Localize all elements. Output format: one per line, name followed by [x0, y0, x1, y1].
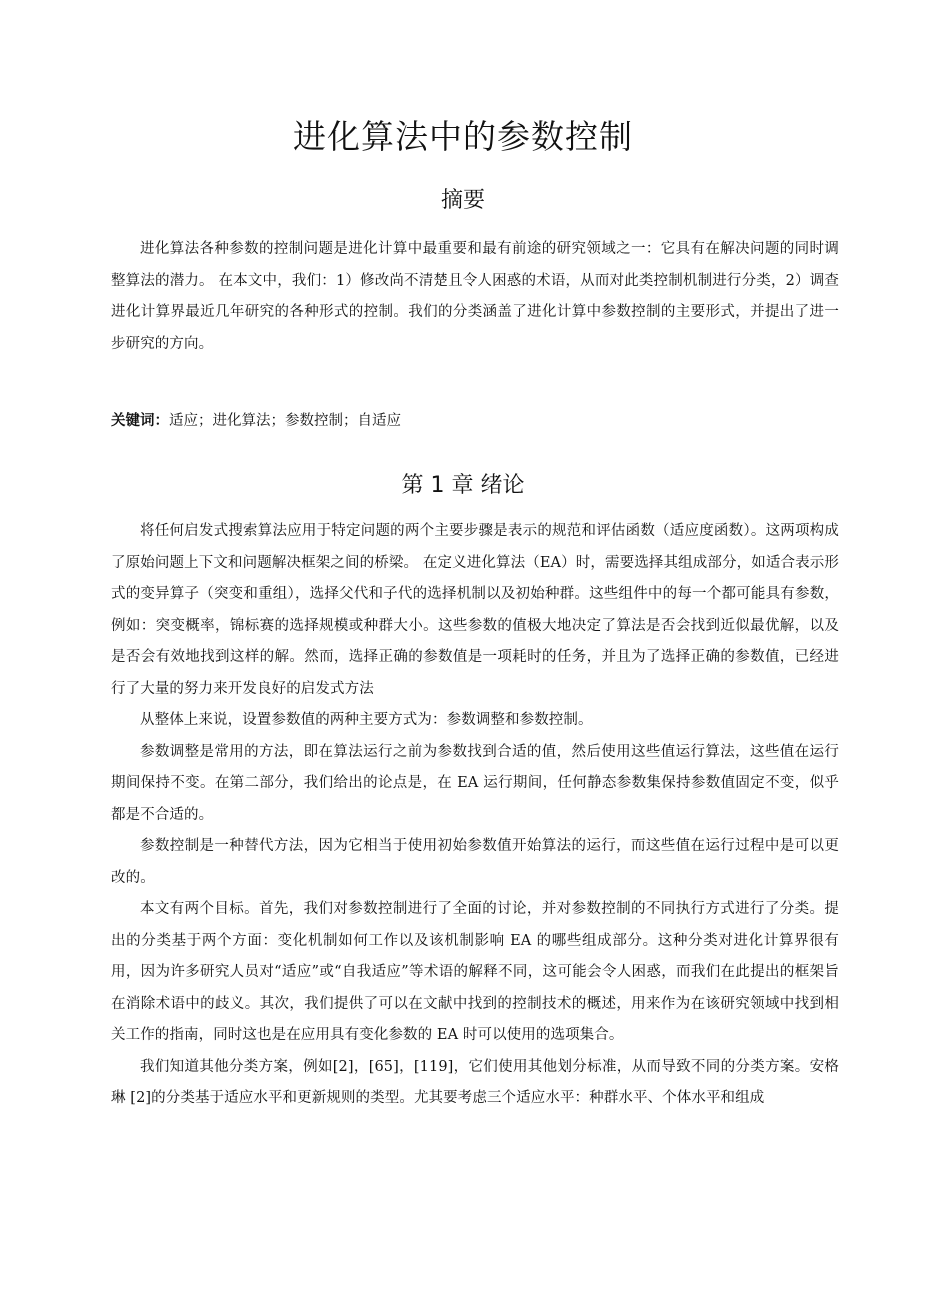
- body-paragraph: 参数控制是一种替代方法，因为它相当于使用初始参数值开始算法的运行，而这些值在运行过程中是可以更改的。: [111, 838, 839, 886]
- body-paragraph: 从整体上来说，设置参数值的两种主要方式为：参数调整和参数控制。: [140, 712, 593, 728]
- chapter-heading: 第 1 章 绪论: [401, 473, 525, 498]
- body-paragraph: 我们知道其他分类方案，例如[2]，[65]，[119]，它们使用其他划分标准，从而导致不同的分类方案。安格琳 [2]的分类基于适应水平和更新规则的类型。尤其要考虑三个适应水平：种群水平、个体水平和组成: [111, 1058, 839, 1106]
- body-paragraph: 本文有两个目标。首先，我们对参数控制进行了全面的讨论，并对参数控制的不同执行方式进行了分类。提出的分类基于两个方面：变化机制如何工作以及该机制影响 EA 的哪些组成部分。这种分类对进化计算界很有用，因为许多研究人员对“适应”或“自我适应”等术语的解释不同，这可能会令人困惑，而我们在此提出的框架旨在消除术语中的歧义。其次，我们提供了可以在文献中找到的控制技术的概述，用来作为在该研究领域中找到相关工作的指南，同时这也是在应用具有变化参数的 EA 时可以使用的选项集合。: [111, 901, 839, 1043]
- abstract-section: [111, 234, 839, 360]
- keywords-text: 适应；进化算法；参数控制；自适应: [169, 413, 401, 429]
- document-title: 进化算法中的参数控制: [293, 117, 633, 156]
- body-paragraph: 将任何启发式搜索算法应用于特定问题的两个主要步骤是表示的规范和评估函数（适应度函数）。这两项构成了原始问题上下文和问题解决框架之间的桥梁。 在定义进化算法（EA）时，需要选择其组成部分，如适合表示形式的变异算子（突变和重组），选择父代和子代的选择机制以及初始种群。这些组件中的每一个都可能具有参数，例如：突变概率，锦标赛的选择规模或种群大小。这些参数的值极大地决定了算法是否会找到近似最优解，以及是否会有效地找到这样的解。然而，选择正确的参数值是一项耗时的任务，并且为了选择正确的参数值，已经进行了大量的努力来开发良好的启发式方法: [111, 523, 839, 697]
- keywords-label: 关键词：: [111, 413, 169, 429]
- body-paragraph: 参数调整是常用的方法，即在算法运行之前为参数找到合适的值，然后使用这些值运行算法，这些值在运行期间保持不变。在第二部分，我们给出的论点是，在 EA 运行期间，任何静态参数集保持参数值固定不变，似乎都是不合适的。: [111, 743, 839, 823]
- abstract-paragraph: 进化算法各种参数的控制问题是进化计算中最重要和最有前途的研究领域之一：它具有在解决问题的同时调整算法的潜力。 在本文中，我们：1）修改尚不清楚且令人困惑的术语，从而对此类控制机制进行分类，2）调查进化计算界最近几年研究的各种形式的控制。我们的分类涵盖了进化计算中参数控制的主要形式，并提出了进一步研究的方向。: [111, 241, 839, 352]
- abstract-heading: 摘要: [440, 188, 485, 213]
- keywords-line: [111, 407, 839, 435]
- chapter-body: [111, 516, 839, 1115]
